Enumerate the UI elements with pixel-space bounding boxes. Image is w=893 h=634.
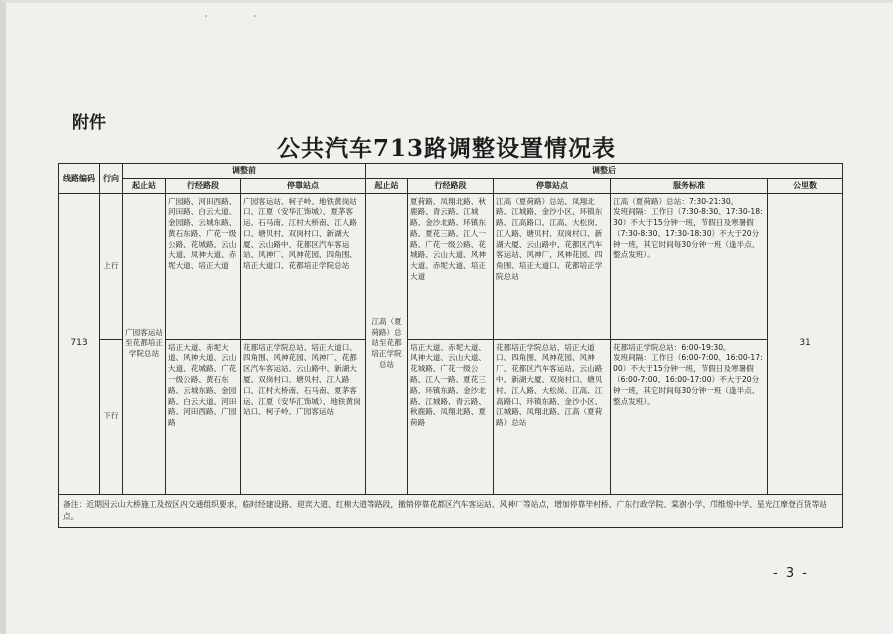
- header-before-stops: 停靠站点: [241, 178, 366, 193]
- up-after-route: 夏荷路、凤翔北路、秋鹿路、青云路、江城路、金沙北路、环镇东路、夏花三路、江人一路、广花一级公路、花城路、云山大道、风神大道、赤坭大道、培正大道: [408, 193, 494, 339]
- down-after-stops: 花都培正学院总站、培正大道口、四角围、风神花园、风神厂、花都区汽车客运站、云山路中、新湖大厦、双岗村口、塘贝村、江人路、大松岗、江高、江高路口、环镇东路、金沙小区、江城路、凤翔北路、江高（夏荷路）总站: [494, 339, 611, 494]
- header-before: 调整前: [123, 164, 366, 179]
- route-adjustment-table: [58, 163, 843, 528]
- scan-specks: ' ': [205, 14, 278, 23]
- down-after-route: 培正大道、赤坭大道、风神大道、云山大道、花城路、广花一级公路、江人一路、夏花三路、环镇东路、金沙北路、江城路、青云路、秋鹿路、凤翔北路、夏荷路: [408, 339, 494, 494]
- header-line-no: 线路编码: [59, 164, 100, 194]
- up-before-stops: 广园客运站、柯子岭、地铁黄岗站口、江夏（安华汇饰城）、夏茅客运、石马南、江村大桥南、江人路口、塘贝村、双岗村口、新湖大厦、云山路中、花都区汽车客运站、风神厂、风神花园、四角围、培正大道口、花都培正学院总站: [241, 193, 366, 339]
- after-start-end: 江高（夏荷路）总站至花都培正学院总站: [366, 193, 408, 495]
- header-after-stops: 停靠站点: [494, 178, 611, 193]
- up-service-standard: 江高（夏荷路）总站：7:30-21:30。 发班间隔：工作日（7:30-8:30、17:30-18:30）不大于15分钟一班，节假日及寒暑假（7:30-8:30、17:30-18:30）不大于20分钟一班，其它时间每30分钟一班（逢半点、整点发班）。: [611, 193, 768, 339]
- km-value: 31: [768, 193, 843, 495]
- document-title: 公共汽车713路调整设置情况表: [276, 135, 616, 162]
- header-after: 调整后: [366, 164, 843, 179]
- header-service: 服务标准: [611, 178, 768, 193]
- down-service-standard: 花都培正学院总站：6:00-19:30。 发班间隔：工作日（6:00-7:00、16:00-17:00）不大于15分钟一班，节假日及寒暑假（6:00-7:00、16:00-17:00）不大于20分钟一班，其它时间每30分钟一班（逢半点、整点发班）。: [611, 339, 768, 494]
- down-before-route: 培正大道、赤坭大道、风神大道、云山大道、花城路、广花一级公路、黄石东路、云城东路、金园路、白云大道、河田路、河田西路、广园路: [166, 339, 241, 494]
- direction-up: 上行: [100, 193, 123, 339]
- header-direction: 行向: [100, 164, 123, 194]
- page-number: - 3 -: [773, 566, 809, 581]
- line-number: 713: [59, 193, 100, 495]
- direction-down: 下行: [100, 339, 123, 494]
- attachment-label: 附件: [72, 113, 106, 133]
- table-note: 备注：近期因云山大桥施工及按区内交通组织要求，临时经建设路、迎宾大道、红棉大道等路段，撤销停靠花都区汽车客运站、风神厂等站点，增加停靠毕村桥、广东行政学院、棠澍小学、邝维煜中学、星光江摩登百货等站点。: [59, 495, 843, 528]
- header-before-start-end: 起止站: [123, 178, 166, 193]
- up-after-stops: 江高（夏荷路）总站、凤翔北路、江城路、金沙小区、环镇东路、江高路口、江高、大松岗、江人路、塘贝村、双岗村口、新湖大厦、云山路中、花都区汽车客运站、风神厂、风神花园、四角围、培正大道口、花都培正学院总站: [494, 193, 611, 339]
- before-start-end: 广园客运站至花都培正学院总站: [123, 193, 166, 495]
- up-before-route: 广园路、河田西路、河田路、白云大道、金园路、云城东路、黄石东路、广花一级公路、花城路、云山大道、凤神大道、赤坭大道、培正大道: [166, 193, 241, 339]
- header-after-start-end: 起止站: [366, 178, 408, 193]
- down-before-stops: 花都培正学院总站、培正大道口、四角围、风神花园、风神厂、花都区汽车客运站、云山路中、新湖大厦、双岗村口、塘贝村、江人路口、江村大桥南、石马南、夏茅客运、江夏（安华汇饰城）、地铁黄岗站口、柯子岭、广园客运站: [241, 339, 366, 494]
- header-km: 公里数: [768, 178, 843, 193]
- header-after-route: 行经路段: [408, 178, 494, 193]
- header-before-route: 行经路段: [166, 178, 241, 193]
